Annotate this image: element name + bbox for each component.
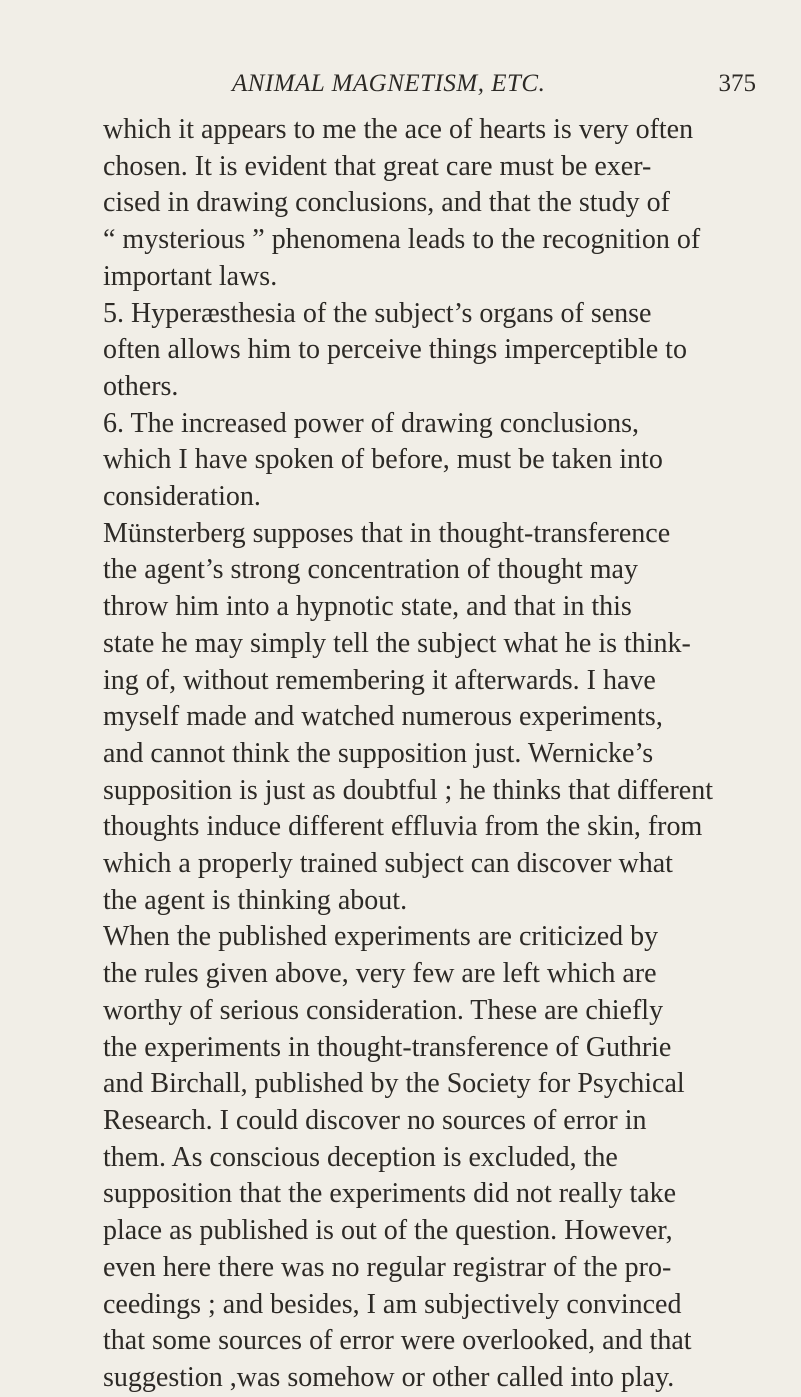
text-line: often allows him to perceive things imperceptible to bbox=[103, 334, 687, 366]
running-title: ANIMAL MAGNETISM, ETC. bbox=[232, 70, 546, 97]
paragraph-3 bbox=[103, 406, 754, 516]
text-line: state he may simply tell the subject what he is think- bbox=[103, 627, 691, 659]
text-line: ing of, without remembering it afterwards. I have bbox=[103, 664, 656, 696]
text-line: important laws. bbox=[103, 260, 278, 292]
paragraph-5 bbox=[103, 919, 754, 1396]
text-line: chosen. It is evident that great care must be exer- bbox=[103, 150, 652, 182]
text-line: place as published is out of the question. However, bbox=[103, 1215, 673, 1247]
text-line: the experiments in thought-transference of Guthrie bbox=[103, 1031, 672, 1063]
text-line: throw him into a hypnotic state, and that in this bbox=[103, 591, 632, 623]
text-line: 6. The increased power of drawing conclusions, bbox=[103, 407, 639, 439]
text-line: which it appears to me the ace of hearts is very often bbox=[103, 114, 694, 145]
text-line: supposition that the experiments did not really take bbox=[103, 1178, 677, 1210]
text-line: others. bbox=[103, 370, 179, 402]
text-line: When the published experiments are criticized by bbox=[103, 921, 659, 953]
text-line: worthy of serious consideration. These are chiefly bbox=[103, 994, 664, 1026]
text-line: the agent is thinking about. bbox=[103, 884, 408, 916]
text-line: Münsterberg supposes that in thought-transference bbox=[103, 517, 671, 549]
text-line: the agent’s strong concentration of thought may bbox=[103, 554, 638, 586]
text-line: Research. I could discover no sources of error in bbox=[103, 1104, 647, 1136]
paragraph-1 bbox=[103, 112, 754, 296]
text-line: 5. Hyperæsthesia of the subject’s organs of sense bbox=[103, 297, 652, 329]
page-number: 375 bbox=[718, 70, 756, 97]
text-line: thoughts induce different effluvia from the skin, from bbox=[103, 811, 703, 843]
text-line: and Birchall, published by the Society for Psychical bbox=[103, 1068, 685, 1100]
body-text bbox=[103, 112, 754, 1397]
paragraph-2 bbox=[103, 296, 754, 406]
text-line: and cannot think the supposition just. Wernicke’s bbox=[103, 737, 654, 769]
text-line: which a properly trained subject can discover what bbox=[103, 848, 673, 880]
text-line: them. As conscious deception is excluded, the bbox=[103, 1141, 618, 1173]
text-line: consideration. bbox=[103, 481, 261, 513]
text-line: which I have spoken of before, must be taken into bbox=[103, 444, 663, 476]
text-line: “ mysterious ” phenomena leads to the recognition of bbox=[103, 224, 701, 256]
text-line: myself made and watched numerous experiments, bbox=[103, 701, 663, 733]
paragraph-4 bbox=[103, 516, 754, 920]
text-line: even here there was no regular registrar of the pro- bbox=[103, 1251, 672, 1283]
text-line: the rules given above, very few are left which are bbox=[103, 958, 657, 990]
text-line: suggestion ,was somehow or other called into play. bbox=[103, 1361, 675, 1393]
text-line: supposition is just as doubtful ; he thinks that different bbox=[103, 774, 713, 806]
running-head bbox=[103, 70, 759, 112]
text-line: that some sources of error were overlooked, and that bbox=[103, 1325, 692, 1357]
text-line: cised in drawing conclusions, and that the study of bbox=[103, 187, 670, 219]
text-line: ceedings ; and besides, I am subjectively convinced bbox=[103, 1288, 682, 1320]
